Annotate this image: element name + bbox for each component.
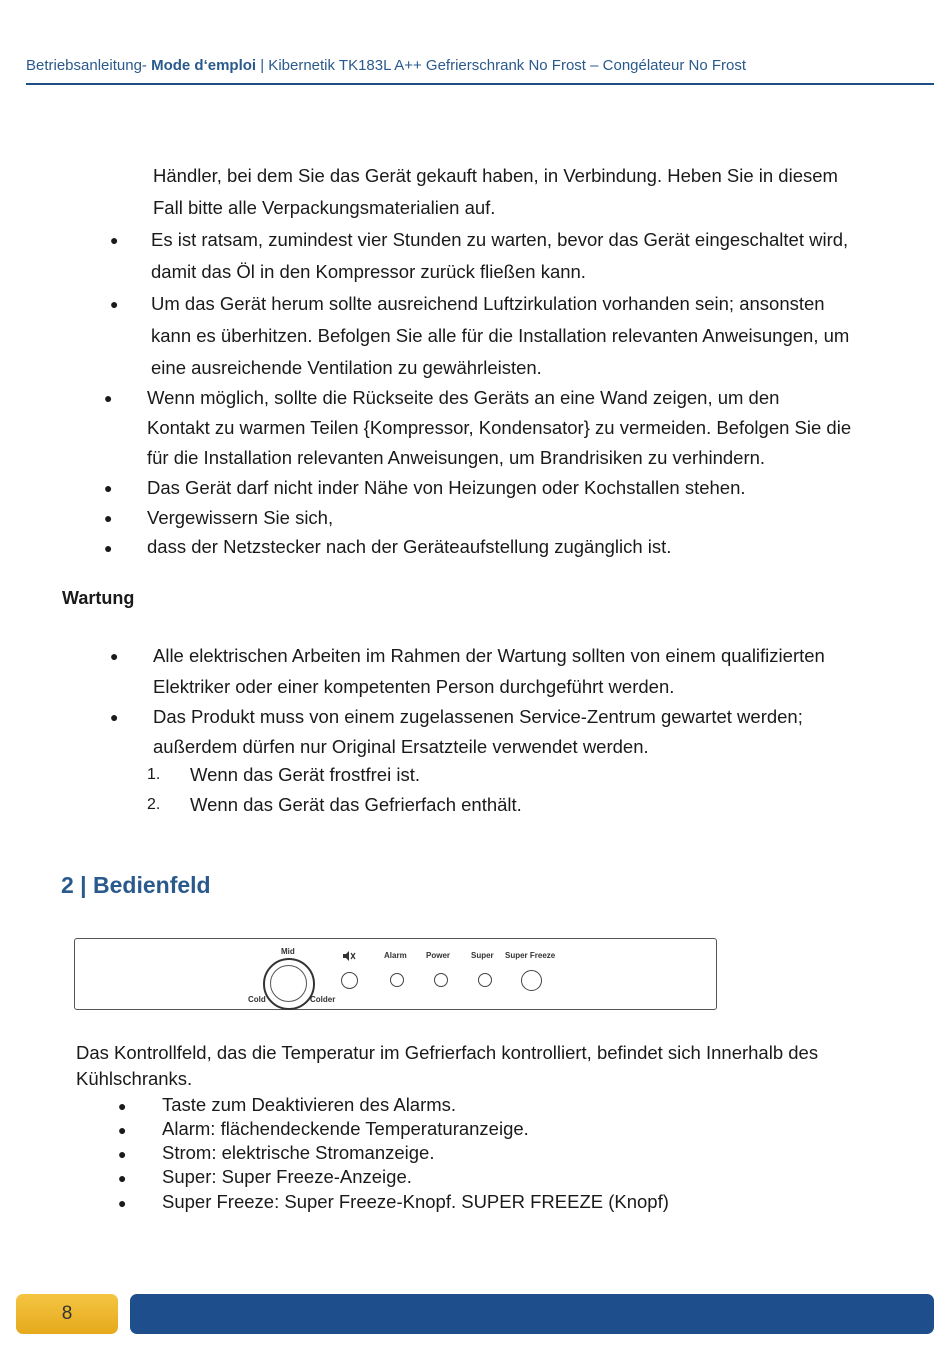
super-freeze-button-drawing [521,970,542,991]
maintenance-heading: Wartung [62,588,135,608]
label-mid: Mid [281,947,295,956]
install-line: Wenn möglich, sollte die Rückseite des Geräts an eine Wand zeigen, um den [147,387,780,408]
page-number: 8 [16,1294,118,1334]
alarm-indicator-drawing [390,973,404,987]
label-power: Power [426,951,451,960]
install-line: Kontakt zu warmen Teilen {Kompressor, Kondensator} zu vermeiden. Befolgen Sie die [147,417,852,438]
alarm-mute-button-drawing [341,972,358,989]
install-line: dass der Netzstecker nach der Geräteaufstellung zugänglich ist. [147,536,672,557]
bullet-icon: ● [118,1195,127,1211]
panel-description: Kühlschranks. [76,1068,193,1089]
bullet-icon: ● [110,232,119,248]
install-line: eine ausreichende Ventilation zu gewährleisten. [151,357,542,378]
header-part-model: | Kibernetik TK183L A++ Gefrierschrank No Frost – Congélateur No Frost [256,57,747,74]
super-indicator-drawing [478,973,492,987]
page-header [26,57,934,74]
numbered-marker: 1. [147,766,161,783]
bullet-icon: ● [104,510,113,526]
bullet-icon: ● [118,1170,127,1186]
header-part-fr: Mode d‘emploi [151,57,257,74]
section-title: 2 | Bedienfeld [61,872,211,898]
install-line: Es ist ratsam, zumindest vier Stunden zu warten, bevor das Gerät eingeschaltet wird, [151,229,849,250]
bullet-icon: ● [110,296,119,312]
install-line: Vergewissern Sie sich, [147,507,334,528]
power-indicator-drawing [434,973,448,987]
maintenance-line: Elektriker oder einer kompetenten Person durchgeführt werden. [153,676,675,697]
temperature-knob [263,958,315,1010]
bullet-icon: ● [104,390,113,406]
label-cold: Cold [248,995,266,1004]
bullet-icon: ● [110,648,119,664]
maintenance-line: Alle elektrischen Arbeiten im Rahmen der Wartung sollten von einem qualifizierten [153,645,825,666]
panel-description: Das Kontrollfeld, das die Temperatur im Gefrierfach kontrolliert, befindet sich Innerhalb des [76,1042,819,1063]
numbered-item: Wenn das Gerät das Gefrierfach enthält. [190,794,522,815]
maintenance-line: außerdem dürfen nur Original Ersatzteile verwendet werden. [153,736,649,757]
bullet-icon: ● [104,480,113,496]
footer-bar [130,1294,934,1334]
knob-inner-ring [270,965,307,1002]
install-line: Um das Gerät herum sollte ausreichend Luftzirkulation vorhanden sein; ansonsten [151,293,825,314]
bullet-icon: ● [118,1122,127,1138]
install-line: Fall bitte alle Verpackungsmaterialien auf. [153,197,496,218]
bullet-icon: ● [110,709,119,725]
header-part-de: Betriebsanleitung- [26,57,152,74]
install-line: für die Installation relevanten Anweisungen, um Brandrisiken zu verhindern. [147,447,766,468]
panel-item: Taste zum Deaktivieren des Alarms. [162,1094,457,1115]
numbered-item: Wenn das Gerät frostfrei ist. [190,764,420,785]
bullet-icon: ● [118,1098,127,1114]
panel-item: Strom: elektrische Stromanzeige. [162,1142,435,1163]
maintenance-line: Das Produkt muss von einem zugelassenen Service-Zentrum gewartet werden; [153,706,803,727]
install-line: damit das Öl in den Kompressor zurück fließen kann. [151,261,586,282]
label-alarm: Alarm [384,951,407,960]
bullet-icon: ● [118,1146,127,1162]
numbered-marker: 2. [147,796,161,813]
install-line: Das Gerät darf nicht inder Nähe von Heizungen oder Kochstallen stehen. [147,477,746,498]
panel-item: Super: Super Freeze-Anzeige. [162,1166,412,1187]
install-line: kann es überhitzen. Befolgen Sie alle für die Installation relevanten Anweisungen, um [151,325,850,346]
speaker-mute-icon [342,951,356,961]
label-colder: Colder [310,995,336,1004]
install-line: Händler, bei dem Sie das Gerät gekauft haben, in Verbindung. Heben Sie in diesem [153,165,838,186]
label-super-freeze: Super Freeze [505,951,556,960]
panel-item: Super Freeze: Super Freeze-Knopf. SUPER FREEZE (Knopf) [162,1191,669,1212]
panel-item: Alarm: flächendeckende Temperaturanzeige. [162,1118,529,1139]
bullet-icon: ● [104,540,113,556]
label-super: Super [471,951,494,960]
header-rule [26,83,934,85]
